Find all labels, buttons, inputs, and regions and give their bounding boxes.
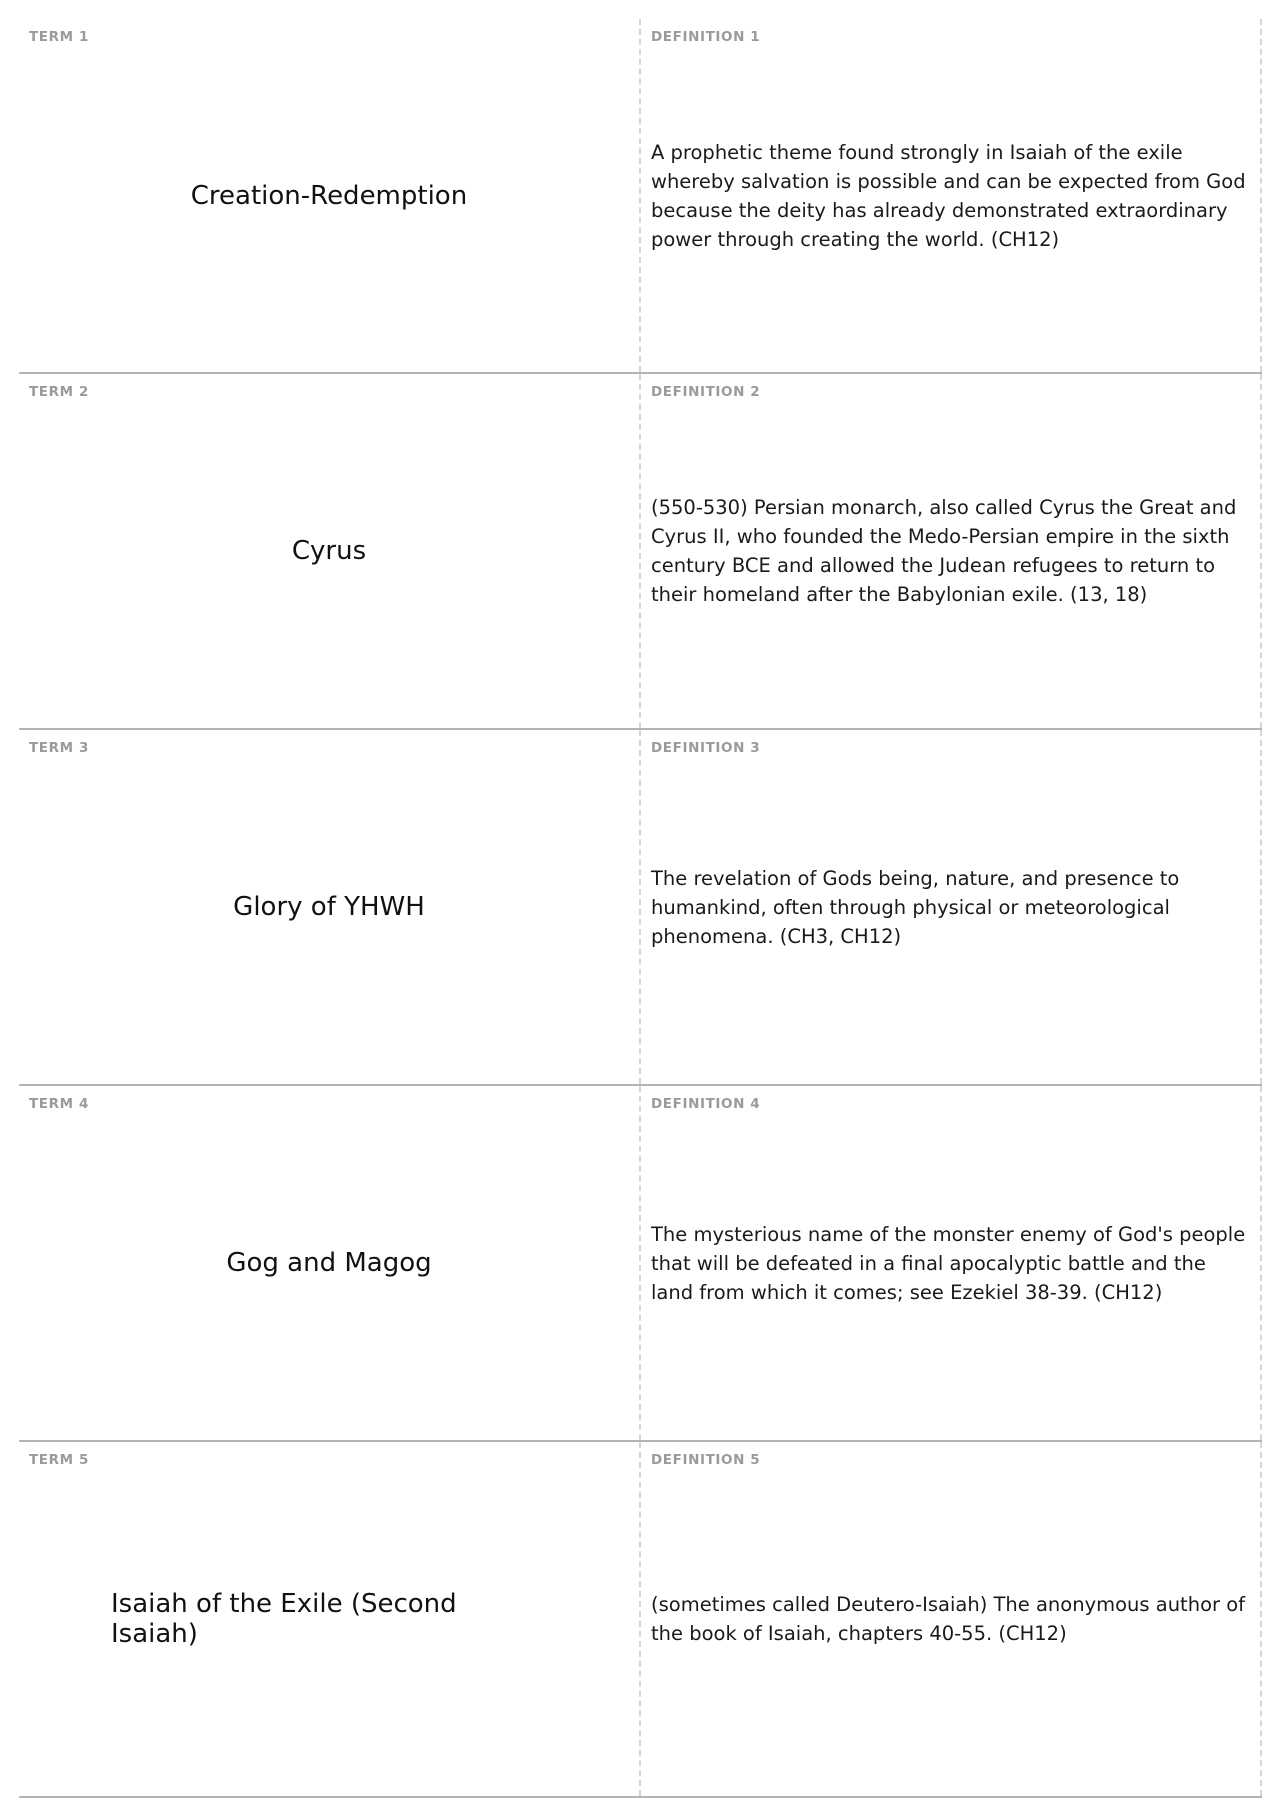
definition-label: DEFINITION 5 <box>651 1452 761 1468</box>
definition-text-box <box>651 1442 1252 1796</box>
term-label: TERM 2 <box>29 384 89 400</box>
term-cell <box>19 1442 641 1796</box>
term-label: TERM 5 <box>29 1452 89 1468</box>
definition-cell <box>641 19 1262 372</box>
definition-text: (550-530) Persian monarch, also called Cyrus the Great and Cyrus II, who founded the Medo-Persian empire in the sixth century BCE and allowed the Judean refugees to return to their homeland after the Babylonian exile. (13, 18) <box>651 496 1237 606</box>
term-text: Isaiah of the Exile (Second Isaiah) <box>111 1589 457 1649</box>
term-cell <box>19 19 641 372</box>
term-cell <box>19 374 641 728</box>
term-cell <box>19 730 641 1084</box>
flashcard-row-5 <box>19 1442 1262 1798</box>
flashcard-sheet <box>19 19 1262 1798</box>
term-label: TERM 1 <box>29 29 89 45</box>
definition-text-box <box>651 374 1252 728</box>
definition-text-box <box>651 1086 1252 1440</box>
flashcard-row-3 <box>19 730 1262 1086</box>
definition-cell <box>641 1086 1262 1440</box>
definition-label: DEFINITION 2 <box>651 384 761 400</box>
flashcard-row-4 <box>19 1086 1262 1442</box>
definition-label: DEFINITION 4 <box>651 1096 761 1112</box>
definition-text: (sometimes called Deutero-Isaiah) The anonymous author of the book of Isaiah, chapters 40-55. (CH12) <box>651 1593 1246 1645</box>
term-text: Creation-Redemption <box>190 180 468 211</box>
definition-text-box <box>651 19 1252 372</box>
term-cell <box>19 1086 641 1440</box>
definition-label: DEFINITION 1 <box>651 29 761 45</box>
term-text: Gog and Magog <box>226 1248 432 1278</box>
definition-text-box <box>651 730 1252 1084</box>
definition-label: DEFINITION 3 <box>651 740 761 756</box>
definition-text: The mysterious name of the monster enemy of God's people that will be defeated in a final apocalyptic battle and the land from which it comes; see Ezekiel 38-39. (CH12) <box>651 1222 1246 1304</box>
definition-cell <box>641 730 1262 1084</box>
definition-text: The revelation of Gods being, nature, and presence to humankind, often through physical or meteorological phenomena. (CH3, CH12) <box>651 866 1180 948</box>
term-label: TERM 3 <box>29 740 89 756</box>
term-text: Glory of YHWH <box>233 892 425 922</box>
flashcard-row-2 <box>19 374 1262 730</box>
term-label: TERM 4 <box>29 1096 89 1112</box>
term-text: Cyrus <box>291 536 367 566</box>
definition-cell <box>641 1442 1262 1796</box>
definition-text: A prophetic theme found strongly in Isaiah of the exile whereby salvation is possible and can be expected from God because the deity has already demonstrated extraordinary power through creating the world. (CH12) <box>651 140 1246 251</box>
flashcard-row-1 <box>19 19 1262 374</box>
definition-cell <box>641 374 1262 728</box>
